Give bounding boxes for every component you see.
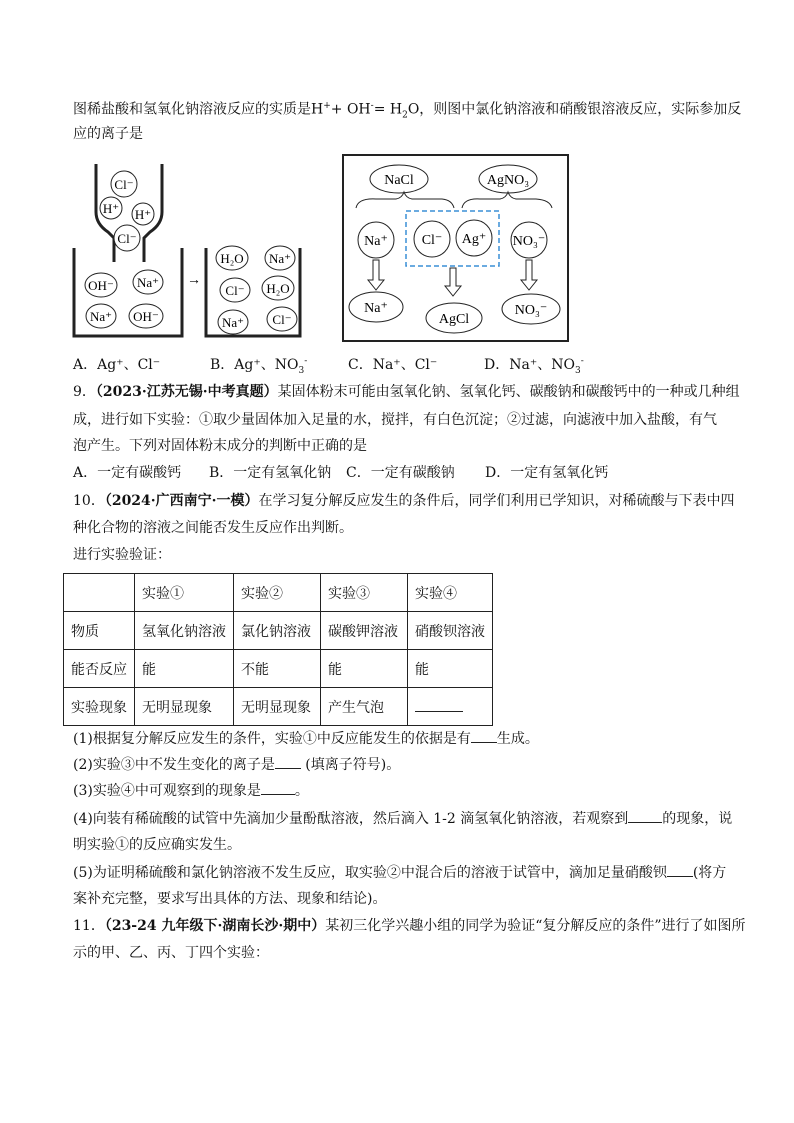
q10-sub3-text-b: 。 bbox=[294, 783, 309, 799]
q8-intro-line1: 图稀盐酸和氢氧化钠溶液反应的实质是$H^++ OH^-= H_2O$，则图中氯化钠溶液和硝酸银溶液反应，实际参加反 bbox=[73, 101, 742, 121]
ion-label: NO₃⁻ bbox=[514, 303, 548, 318]
ion-label: Ag⁺ bbox=[461, 232, 487, 247]
precipitation-figure bbox=[342, 154, 570, 344]
answer-blank[interactable] bbox=[628, 808, 662, 823]
ion-label: H₂O bbox=[220, 251, 244, 266]
table-cell: 无明显现象 bbox=[234, 688, 321, 726]
q8-option-b: B．Ag⁺、$NO_3^-$ bbox=[210, 356, 308, 376]
q11-text1: 某初三化学兴趣小组的同学为验证“复分解反应的条件”进行了如图所 bbox=[325, 918, 746, 934]
table-cell bbox=[64, 574, 135, 612]
table-cell: 不能 bbox=[234, 650, 321, 688]
answer-blank[interactable] bbox=[667, 862, 693, 877]
beaker1-ions bbox=[85, 270, 163, 328]
ion-label: H⁺ bbox=[102, 201, 120, 216]
q9-option-a: A．一定有碳酸钙 bbox=[73, 465, 182, 481]
q8-intro-text-d: O，则图中氯化钠溶液和硝酸银溶液反应，实际参加反 bbox=[407, 101, 742, 118]
q8-option-d-text: D．Na⁺、NO bbox=[484, 357, 575, 373]
q9-source: （2023·江苏无锡·中考真题） bbox=[95, 384, 278, 400]
ion-label: Cl⁻ bbox=[225, 283, 245, 298]
q10-source: （2024·广西南宁·一模） bbox=[104, 493, 259, 509]
ion-label: H₂O bbox=[266, 281, 290, 296]
q10-sub4-text-b: 的现象，说 bbox=[662, 811, 733, 827]
q9-line2: 成，进行如下实验：①取少量固体加入足量的水，搅拌，有白色沉淀；②过滤，向滤液中加入盐酸，有气 bbox=[73, 412, 717, 428]
ion-label: Cl⁻ bbox=[421, 233, 443, 248]
answer-blank[interactable] bbox=[261, 780, 295, 795]
q10-sub5-line2: 案补充完整，要求写出具体的方法、现象和结论)。 bbox=[73, 891, 387, 907]
q10-sub2 bbox=[73, 754, 400, 775]
q10-sub2-text-b: (填离子符号)。 bbox=[300, 757, 401, 773]
table-cell: 氢氧化钠溶液 bbox=[135, 612, 234, 650]
q10-sub1-text-b: 生成。 bbox=[496, 731, 539, 747]
q10-sub4-line1 bbox=[73, 808, 732, 829]
compound-label: NaCl bbox=[384, 173, 414, 188]
q10-sub1 bbox=[73, 728, 539, 749]
table-row bbox=[64, 650, 493, 688]
q8-intro-text-c: = H bbox=[373, 101, 403, 118]
q10-sub4-text-a: (4)向装有稀硫酸的试管中先滴加少量酚酞溶液，然后滴入 1-2 滴氢氧化钠溶液，若观察到 bbox=[73, 811, 629, 827]
q9-option-c: C．一定有碳酸钠 bbox=[346, 465, 455, 481]
answer-blank[interactable] bbox=[275, 754, 301, 769]
q11-number: 11． bbox=[73, 918, 105, 934]
q9-line1 bbox=[73, 382, 740, 402]
neutralization-figure bbox=[68, 162, 330, 342]
q10-line1 bbox=[73, 491, 735, 511]
table-cell: 产生气泡 bbox=[321, 688, 408, 726]
q11-source: （23-24 九年级下·湖南长沙·期中） bbox=[104, 918, 326, 934]
beaker2-ions bbox=[216, 246, 297, 334]
q10-sub5-text-a: (5)为证明稀硫酸和氯化钠溶液不发生反应，取实验②中混合后的溶液于试管中，滴加足量硝酸钡 bbox=[73, 865, 667, 881]
table-row bbox=[64, 612, 493, 650]
ion-label: Cl⁻ bbox=[117, 231, 137, 246]
table-cell: 碳酸钾溶液 bbox=[321, 612, 408, 650]
ion-label: NO₃⁻ bbox=[512, 234, 546, 249]
ion-label: Na⁺ bbox=[364, 234, 388, 249]
q10-text1: 在学习复分解反应发生的条件后，同学们利用已学知识，对稀硫酸与下表中四 bbox=[258, 493, 735, 509]
ion-label: OH⁻ bbox=[88, 278, 114, 293]
q9-line3: 泡产生。下列对固体粉末成分的判断中正确的是 bbox=[73, 438, 367, 454]
table-cell: 能 bbox=[321, 650, 408, 688]
q10-sub4-line2: 明实验①的反应确实发生。 bbox=[73, 837, 241, 853]
ion-label: OH⁻ bbox=[133, 309, 159, 324]
q10-sub3-text-a: (3)实验④中可观察到的现象是 bbox=[73, 783, 261, 799]
q9-text1: 某固体粉末可能由氢氧化钠、氢氧化钙、碳酸钠和碳酸钙中的一种或几种组 bbox=[277, 384, 740, 400]
q11-line1 bbox=[73, 916, 746, 936]
answer-blank[interactable] bbox=[471, 728, 497, 743]
ion-label: Na⁺ bbox=[364, 301, 388, 316]
table-cell: 物质 bbox=[64, 612, 135, 650]
table-cell-blank[interactable] bbox=[408, 688, 493, 726]
q10-sub2-text-a: (2)实验③中不发生变化的离子是 bbox=[73, 757, 275, 773]
q11-line2: 示的甲、乙、丙、丁四个实验： bbox=[73, 945, 269, 961]
q10-sub3 bbox=[73, 780, 309, 801]
q10-line2: 种化合物的溶液之间能否发生反应作出判断。 bbox=[73, 520, 353, 536]
q9-option-d: D．一定有氢氧化钙 bbox=[485, 465, 609, 481]
q10-sub1-text-a: (1)根据复分解反应发生的条件，实验①中反应能发生的依据是有 bbox=[73, 731, 471, 747]
q10-sub5-line1 bbox=[73, 862, 726, 883]
table-cell: 实验② bbox=[234, 574, 321, 612]
table-cell: 能 bbox=[408, 650, 493, 688]
q8-intro-line2: 应的离子是 bbox=[73, 126, 143, 142]
answer-blank[interactable] bbox=[415, 697, 463, 712]
table-row bbox=[64, 688, 493, 726]
ion-label: Na⁺ bbox=[89, 309, 113, 324]
ion-label: Cl⁻ bbox=[114, 177, 134, 192]
table-cell: 无明显现象 bbox=[135, 688, 234, 726]
table-cell: 实验④ bbox=[408, 574, 493, 612]
reaction-arrow: → bbox=[187, 273, 201, 288]
q8-option-b-text: B．Ag⁺、NO bbox=[210, 357, 299, 373]
q8-option-c: C．Na⁺、Cl⁻ bbox=[348, 357, 438, 373]
ion-label: Cl⁻ bbox=[272, 312, 292, 327]
q8-intro-text-a: 图稀盐酸和氢氧化钠溶液反应的实质是H bbox=[73, 101, 324, 118]
table-cell: 硝酸钡溶液 bbox=[408, 612, 493, 650]
ion-label: Na⁺ bbox=[268, 251, 292, 266]
table-cell: 实验③ bbox=[321, 574, 408, 612]
table-cell: 能否反应 bbox=[64, 650, 135, 688]
ion-label: Na⁺ bbox=[136, 275, 160, 290]
q10-line3: 进行实验验证： bbox=[73, 547, 171, 563]
q8-option-d: D．Na⁺、$NO_3^-$ bbox=[484, 356, 584, 376]
q10-sub5-text-b: (将方 bbox=[692, 865, 727, 881]
compound-label: AgNO₃ bbox=[486, 173, 530, 188]
experiment-table bbox=[63, 573, 493, 726]
q9-number: 9． bbox=[73, 384, 96, 400]
compound-label: AgCl bbox=[438, 312, 470, 327]
table-cell: 氯化钠溶液 bbox=[234, 612, 321, 650]
tube-ions bbox=[100, 171, 154, 251]
q9-option-b: B．一定有氢氧化钠 bbox=[209, 465, 332, 481]
ion-label: H⁺ bbox=[134, 207, 152, 222]
table-header-row bbox=[64, 574, 493, 612]
q8-option-a: A．Ag⁺、Cl⁻ bbox=[73, 357, 161, 373]
table-cell: 实验现象 bbox=[64, 688, 135, 726]
ion-label: Na⁺ bbox=[221, 315, 245, 330]
table-cell: 实验① bbox=[135, 574, 234, 612]
q10-number: 10． bbox=[73, 493, 105, 509]
table-cell: 能 bbox=[135, 650, 234, 688]
q8-intro-text-b: + OH bbox=[330, 101, 371, 118]
